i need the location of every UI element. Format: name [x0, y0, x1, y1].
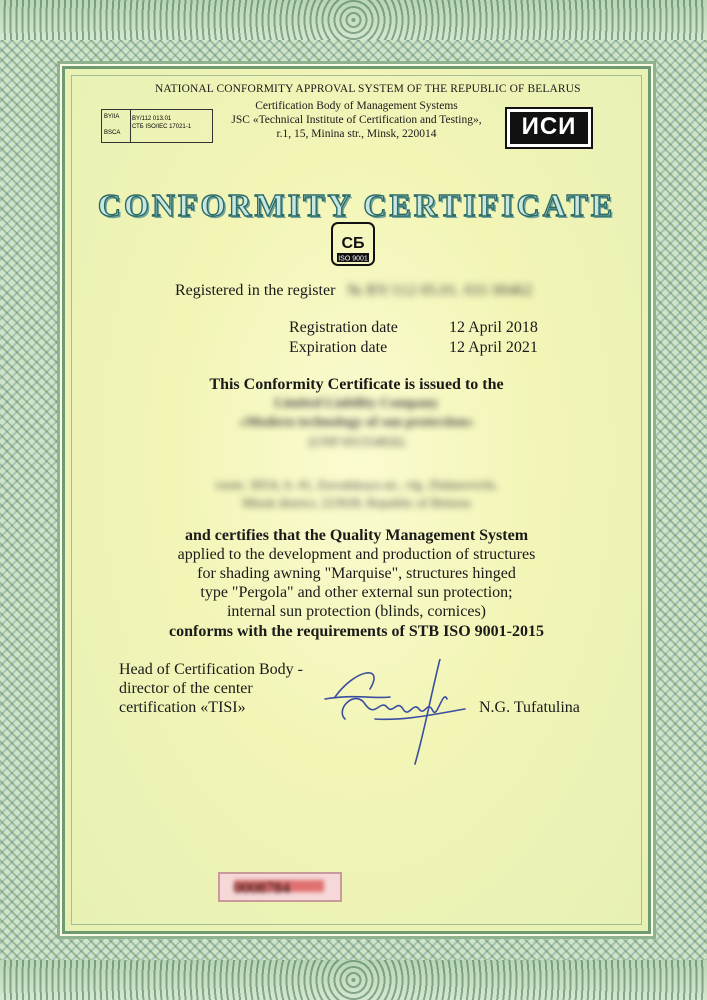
signatory-role-line2: director of the center — [119, 680, 253, 697]
expiration-date-value: 12 April 2021 — [449, 339, 538, 356]
conformity-mark-icon — [331, 222, 375, 266]
scope-line6: conforms with the requirements of STB ISO 9001-2015 — [169, 623, 544, 640]
company-unp: (UNP 691554826) — [308, 434, 405, 449]
company-name-line2: «Modern technology of sun protection» — [239, 415, 474, 430]
serial-number-stamp: 0008784 — [218, 872, 342, 902]
accreditation-box: BYIIA BSCA BY/112 013.01 СТБ ISO/IEC 17021-1 — [101, 109, 213, 143]
guilloche-border-bottom — [0, 960, 707, 1000]
handwritten-signature — [315, 659, 495, 769]
signatory-name: N.G. Tufatulina — [479, 699, 580, 716]
signatory-role-line3: certification «TISI» — [119, 699, 246, 716]
tisi-logo: ИСИ — [505, 107, 593, 149]
institute-address: r.1, 15, Minina str., Minsk, 220014 — [276, 128, 437, 140]
register-number: № BY/112 05.01. 031 00462 — [347, 282, 533, 299]
system-name: NATIONAL CONFORMITY APPROVAL SYSTEM OF THE REPUBLIC OF BELARUS — [155, 83, 581, 95]
company-address-line2: Minsk district, 223028, Republic of Belarus — [242, 495, 471, 510]
signatory-role-line1: Head of Certification Body - — [119, 661, 303, 678]
certification-body-name: Certification Body of Management Systems — [255, 100, 458, 112]
scope-line4: type "Pergola" and other external sun protection; — [200, 584, 513, 601]
issued-to-intro: This Conformity Certificate is issued to the — [209, 376, 504, 393]
svg-text:ISO 9001: ISO 9001 — [338, 255, 368, 263]
registration-date-value: 12 April 2018 — [449, 319, 538, 336]
company-name-line1: Limited Liability Company — [274, 396, 439, 411]
scope-line2: applied to the development and production of structures — [177, 546, 536, 563]
scope-line1: and certifies that the Quality Management System — [184, 527, 529, 544]
institute-name: JSC «Technical Institute of Certification and Testing», — [231, 114, 482, 126]
scope-line5: internal sun protection (blinds, cornices) — [226, 603, 487, 620]
certificate-title: CONFORMITY CERTIFICATE — [97, 187, 616, 223]
certificate-body — [62, 66, 651, 934]
company-address-line1: room. 305А, b. 41, Zavodskaya str., vlg. Zhdanovichi, — [215, 477, 498, 492]
scope-line3: for shading awning "Marquise", structures hinged — [197, 565, 516, 582]
svg-text:СБ: СБ — [341, 235, 365, 252]
register-label: Registered in the register — [175, 282, 336, 299]
expiration-date-label: Expiration date — [289, 339, 388, 356]
registration-date-label: Registration date — [289, 319, 398, 336]
guilloche-border-top — [0, 0, 707, 40]
